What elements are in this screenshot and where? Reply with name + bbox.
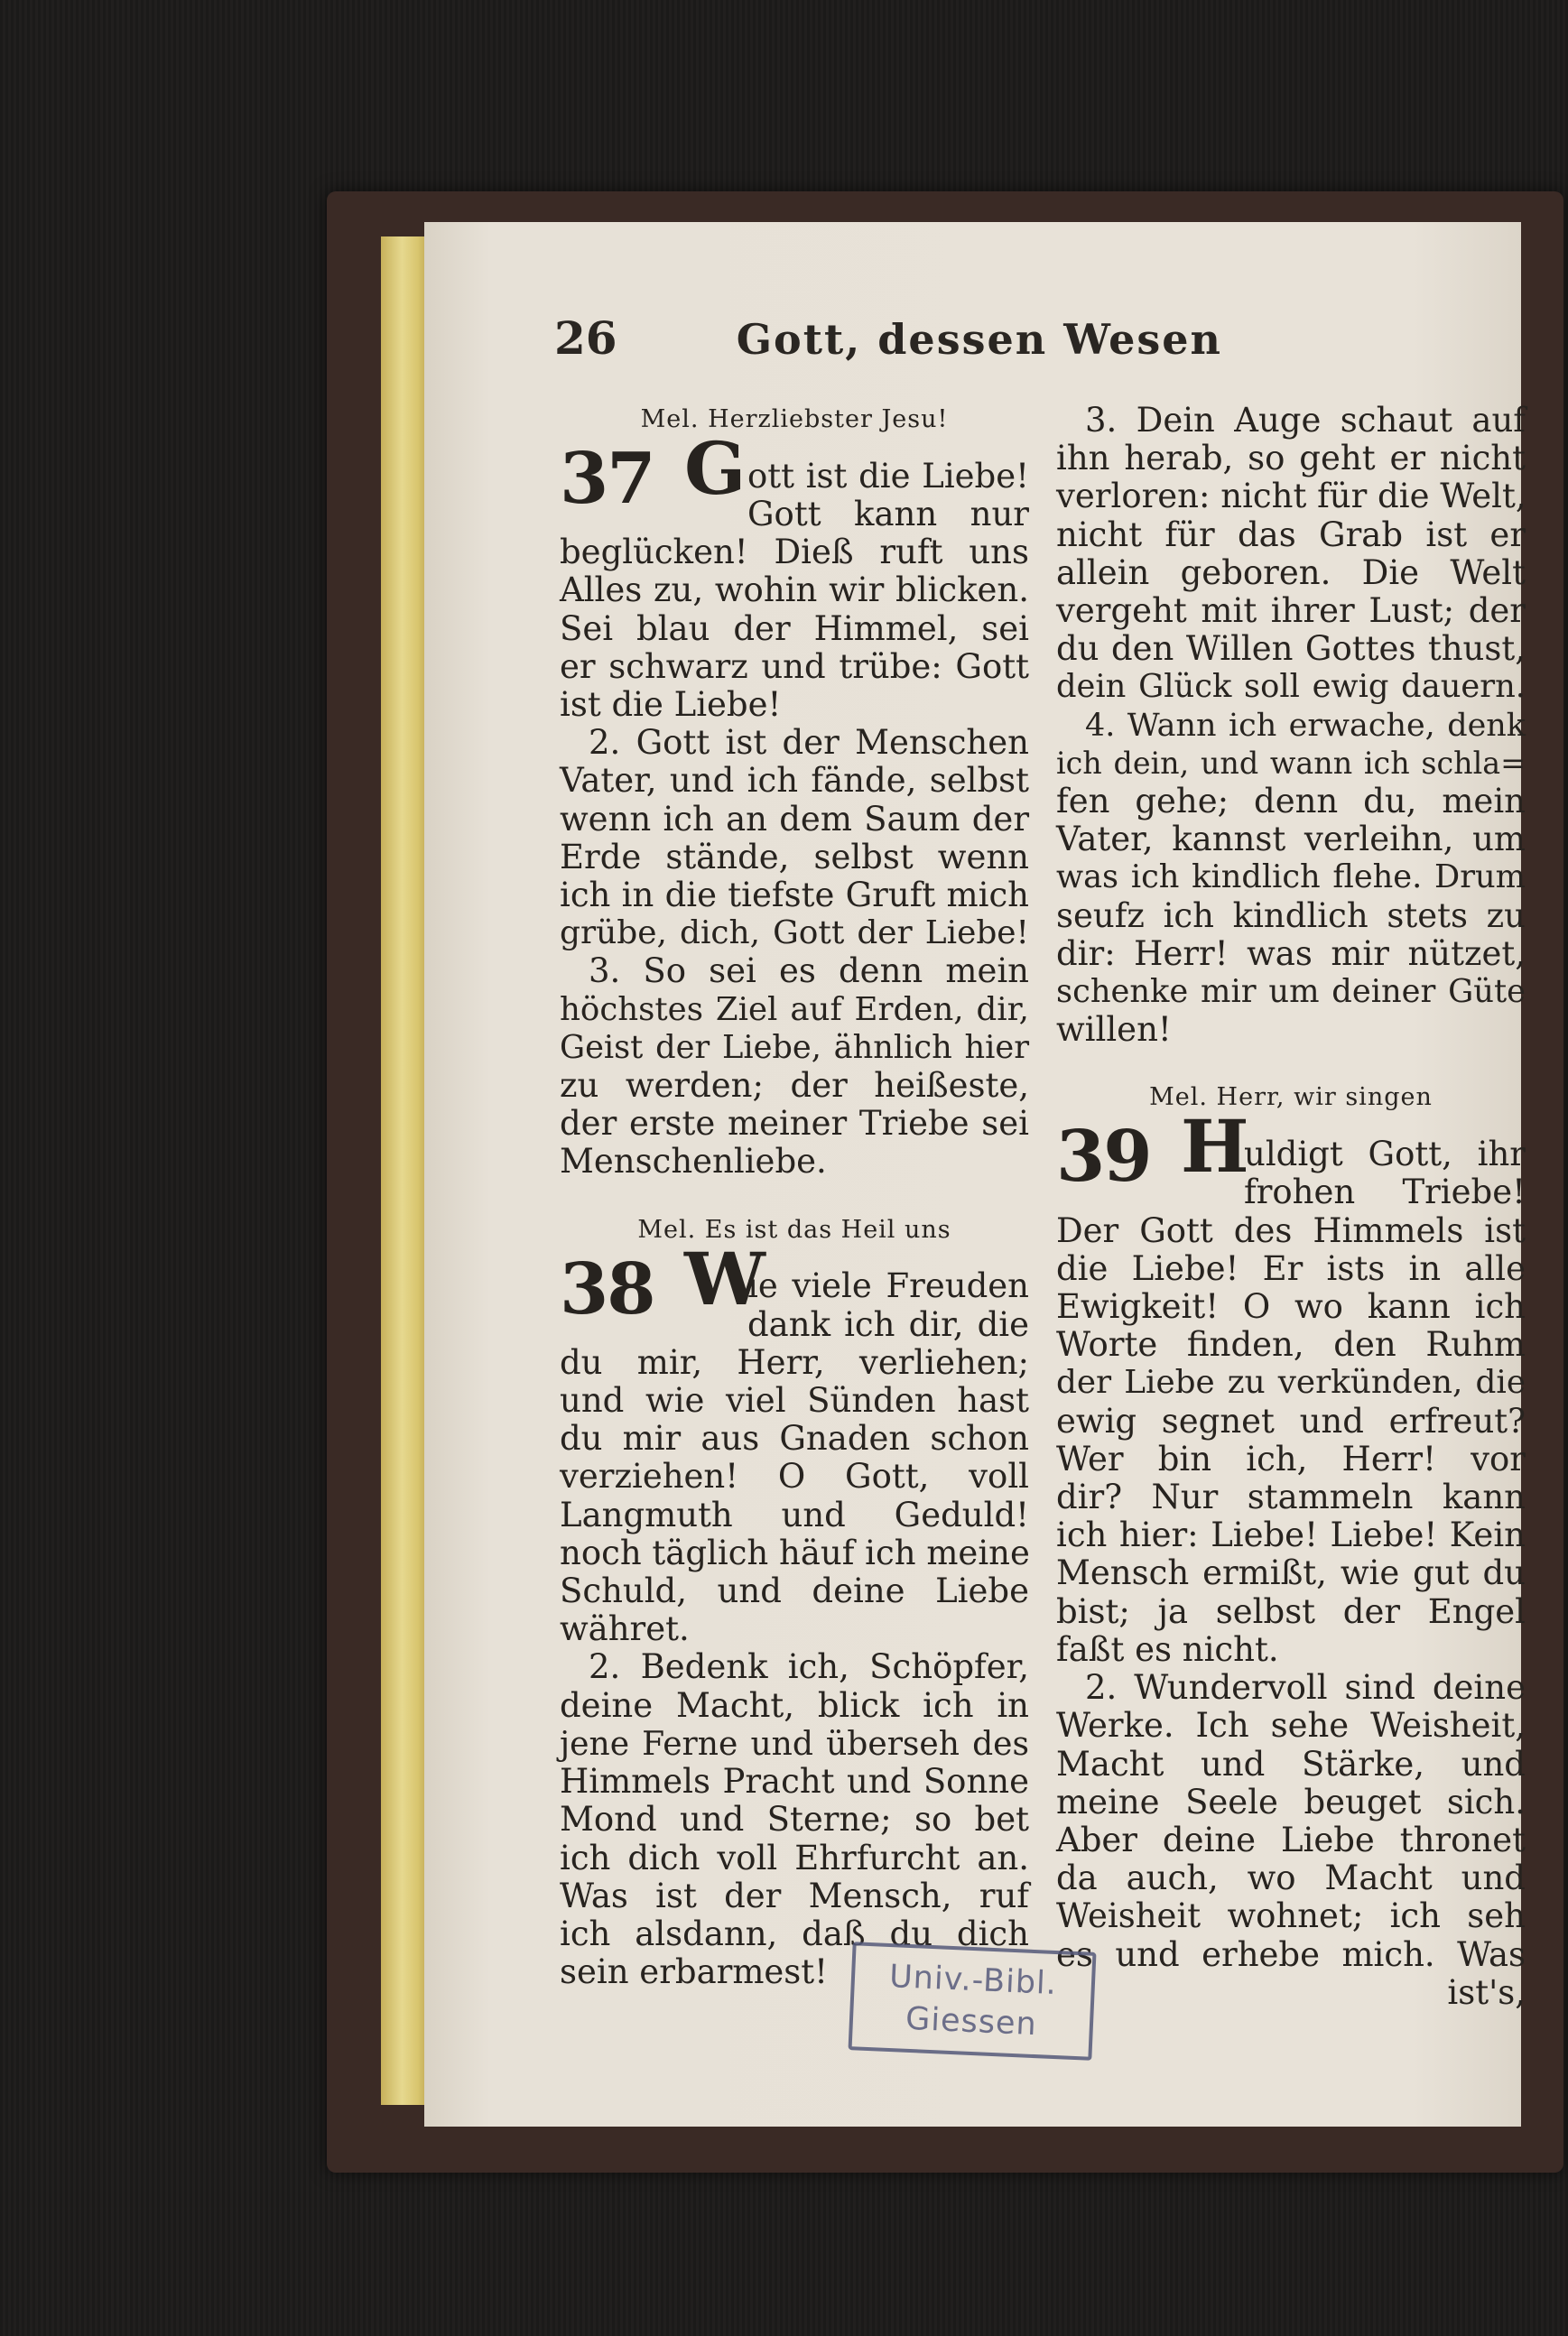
text-line: Mensch ermißt, wie gut du — [1056, 1553, 1526, 1593]
text-line: Vater, und ich fände, selbst — [560, 761, 1029, 801]
text-line: faßt es nicht. — [1056, 1629, 1279, 1669]
text-line: ich dein, und wann ich schla= — [1056, 745, 1526, 781]
text-line: höchstes Ziel auf Erden, dir, — [560, 990, 1029, 1028]
running-title: Gott, dessen Wesen — [736, 315, 1222, 364]
melody-line: Mel. Es ist das Heil uns — [637, 1215, 951, 1244]
text-line: grübe, dich, Gott der Liebe! — [560, 914, 1029, 952]
text-line: zu werden; der heißeste, — [560, 1066, 1029, 1106]
text-line: dein Glück soll ewig dauern. — [1056, 668, 1526, 706]
text-line: du mir, Herr, verliehen; — [560, 1342, 1029, 1382]
text-line: frohen Triebe! — [1244, 1173, 1526, 1212]
text-line: Macht und Stärke, und — [1056, 1744, 1526, 1784]
hymn-start — [560, 426, 1029, 533]
text-line: dir? Nur stammeln kann — [1056, 1478, 1526, 1517]
text-line: verziehen! O Gott, voll — [560, 1457, 1029, 1497]
text-line: jene Ferne und überseh des — [560, 1724, 1029, 1763]
text-line: es und erhebe mich. Was — [1056, 1934, 1526, 1974]
dropcap-line — [1181, 1104, 1526, 1190]
dropcap-line — [684, 426, 1029, 511]
text-line: die Liebe! Er ists in alle — [1056, 1248, 1526, 1288]
text-line: der Liebe zu verkünden, die — [1056, 1364, 1526, 1402]
page-header — [554, 311, 1222, 375]
library-stamp — [849, 1942, 1097, 2061]
text-line: Himmels Pracht und Sonne — [560, 1762, 1029, 1802]
stamp-line: Univ.-Bibl. — [888, 1958, 1058, 2003]
text-line: allein geboren. Die Welt — [1056, 552, 1526, 592]
text-line: sein erbarmest! — [560, 1952, 829, 1992]
text-line: ist die Liebe! — [560, 685, 782, 725]
text-line: ich dich voll Ehrfurcht an. — [560, 1838, 1029, 1877]
text-line: du mir aus Gnaden schon — [560, 1419, 1029, 1459]
text-line: nicht für das Grab ist er — [1056, 514, 1526, 554]
text-line: bist; ja selbst der Engel — [1056, 1591, 1526, 1631]
text-line: 4. Wann ich erwache, denk — [1085, 707, 1526, 744]
text-line: deine Macht, blick ich in — [560, 1685, 1029, 1725]
text-line: seufz ich kindlich stets zu — [1056, 895, 1526, 935]
text-line: 2. Bedenk ich, Schöpfer, — [589, 1647, 1029, 1687]
text-line: Wer bin ich, Herr! vor — [1056, 1439, 1526, 1479]
text-line: Was ist der Mensch, ruf — [560, 1876, 1029, 1915]
right-column — [1056, 402, 1526, 2012]
text-line: was ich kindlich flehe. Drum — [1056, 858, 1526, 896]
text-line: ich in die tiefste Gruft mich — [560, 876, 1029, 915]
dropcap: G — [684, 426, 747, 511]
text-line: und wie viel Sünden hast — [560, 1381, 1029, 1421]
text-line: Aber deine Liebe thronet — [1056, 1820, 1526, 1859]
text-line: ihn herab, so geht er nicht — [1056, 439, 1526, 478]
dropcap-block — [684, 426, 1029, 533]
text-line: währet. — [560, 1609, 690, 1649]
text-line: ewig segnet und erfreut? — [1056, 1401, 1526, 1441]
text-line: Weisheit wohnet; ich seh — [1056, 1896, 1526, 1936]
dropcap: H — [1181, 1104, 1249, 1190]
hymn-number: 39 — [1056, 1116, 1151, 1199]
text-line: noch täglich häuf ich meine — [560, 1533, 1030, 1572]
page-number: 26 — [554, 311, 617, 365]
text-line: schenke mir um deiner Güte — [1056, 973, 1526, 1011]
hymn-number: 37 — [560, 438, 654, 520]
text-line: Langmuth und Geduld! — [560, 1495, 1029, 1534]
hymn-start — [560, 1236, 1029, 1344]
text-line: er schwarz und trübe: Gott — [560, 646, 1029, 686]
text-line: Menschenliebe. — [560, 1142, 827, 1182]
text-line: ott ist die Liebe! — [747, 456, 1029, 496]
text-line: fen gehe; denn du, mein — [1056, 782, 1526, 821]
dropcap: W — [684, 1236, 765, 1321]
hymn-text — [560, 533, 1029, 1181]
text-line: Geist der Liebe, ähnlich hier — [560, 1028, 1029, 1066]
text-line: beglücken! Dieß ruft uns — [560, 533, 1029, 572]
text-line: vergeht mit ihrer Lust; der — [1056, 591, 1526, 631]
stamp-line: Giessen — [905, 2000, 1038, 2044]
text-line: 2. Wundervoll sind deine — [1085, 1668, 1526, 1708]
dropcap-line — [684, 1236, 1029, 1321]
text-line: Ewigkeit! O wo kann ich — [1056, 1287, 1526, 1327]
text-line: dir: Herr! was mir nützet, — [1056, 933, 1526, 973]
text-line: Mond und Sterne; so bet — [560, 1800, 1029, 1840]
text-line: meine Seele beuget sich. — [1056, 1782, 1526, 1822]
hymn-number: 38 — [560, 1247, 654, 1330]
text-line: Gott kann nur — [747, 495, 1029, 533]
text-line: da auch, wo Macht und — [1056, 1859, 1526, 1898]
text-line: 3. Dein Auge schaut auf — [1085, 401, 1526, 440]
text-line: Erde stände, selbst wenn — [560, 837, 1029, 876]
text-line: willen! — [1056, 1010, 1172, 1050]
text-line: Der Gott des Himmels ist — [1056, 1210, 1526, 1250]
text-line: 3. So sei es denn mein — [589, 951, 1029, 991]
text-line: du den Willen Gottes thust, — [1056, 629, 1526, 669]
hymn-start — [1056, 1104, 1526, 1212]
text-line: Sei blau der Himmel, sei — [560, 608, 1029, 648]
dropcap-block — [1181, 1104, 1526, 1212]
hymn-text — [560, 1344, 1029, 1991]
text-line: ich alsdann, daß du dich — [560, 1914, 1029, 1953]
text-line: 2. Gott ist der Menschen — [589, 723, 1029, 763]
left-column — [560, 402, 1029, 1991]
text-line: der erste meiner Triebe sei — [560, 1104, 1029, 1144]
text-line: verloren: nicht für die Welt, — [1056, 477, 1526, 516]
text-line: Schuld, und deine Liebe — [560, 1571, 1029, 1611]
text-line: Werke. Ich sehe Weisheit, — [1056, 1706, 1526, 1746]
text-line: wenn ich an dem Saum der — [560, 799, 1029, 839]
text-line: Worte finden, den Ruhm — [1056, 1325, 1526, 1365]
dropcap-block — [684, 1236, 1029, 1344]
melody-line: Mel. Herr, wir singen — [1149, 1083, 1433, 1112]
text-line: ie viele Freuden — [747, 1266, 1029, 1306]
hymn-text — [1056, 1212, 1526, 2012]
text-line: uldigt Gott, ihr — [1244, 1135, 1526, 1174]
catchword: ist's, — [1447, 1972, 1526, 2012]
hymn-text — [1056, 402, 1526, 1049]
text-line: dank ich dir, die — [747, 1304, 1029, 1344]
text-line: ich hier: Liebe! Liebe! Kein — [1056, 1516, 1526, 1555]
text-line: Vater, kannst verleihn, um — [1056, 820, 1526, 859]
text-line: Alles zu, wohin wir blicken. — [560, 570, 1029, 610]
melody-line: Mel. Herzliebster Jesu! — [640, 405, 949, 433]
